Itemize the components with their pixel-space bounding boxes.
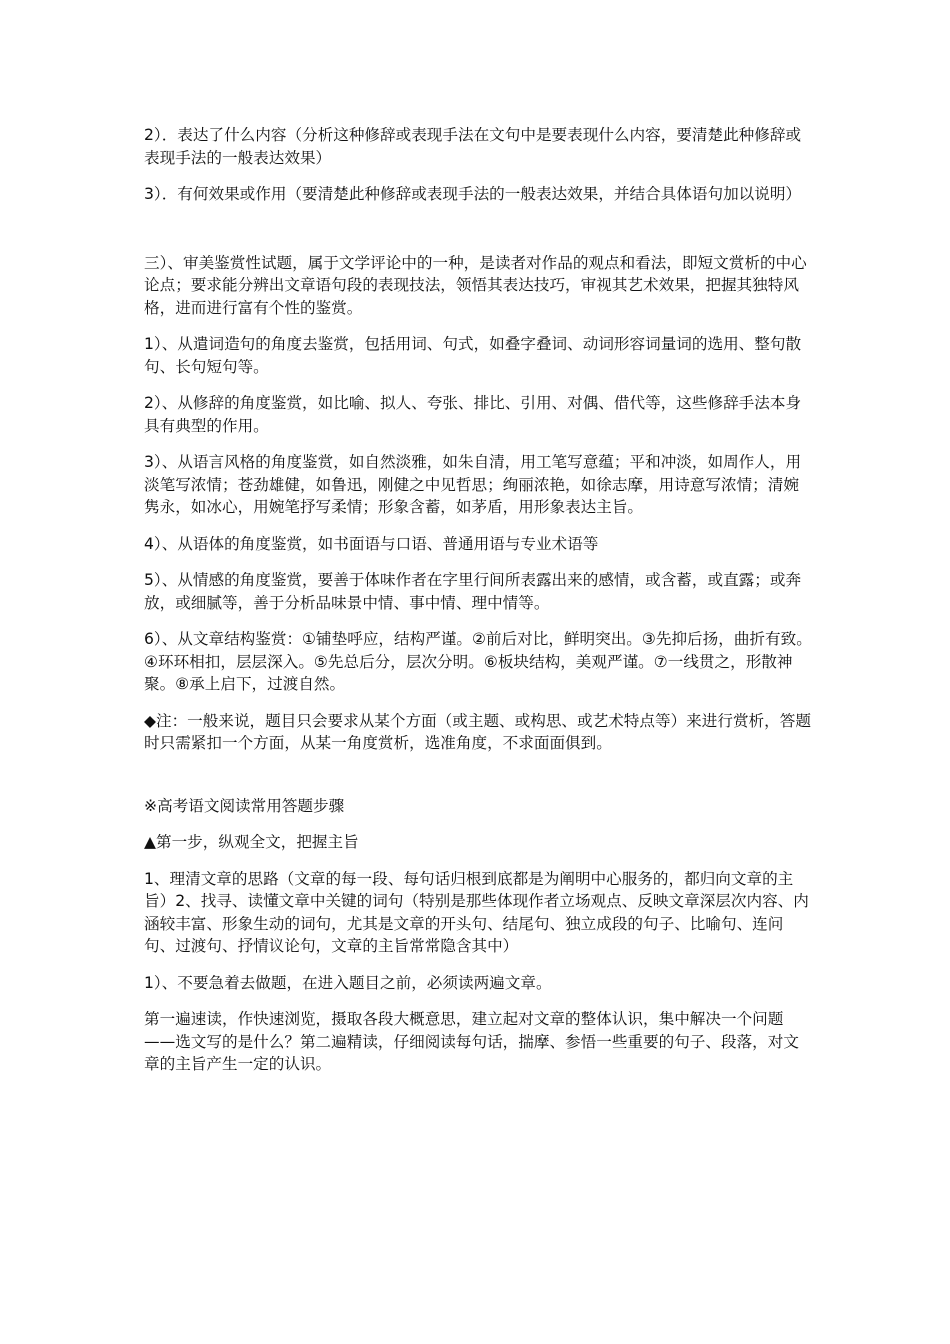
section-heading-answer-steps: ※高考语文阅读常用答题步骤 (144, 796, 345, 815)
step-one-heading: ▲第一步，纵观全文，把握主旨 (144, 833, 359, 851)
paragraph-note: ◆注：一般来说，题目只会要求从某个方面（或主题、或构思、或艺术特点等）来进行赏析，答题时只需紧扣一个方面，从某一角度赏析，选准角度，不求面面俱到。 (144, 711, 811, 752)
paragraph-aesthetic-appreciation: 三）、审美鉴赏性试题，属于文学评论中的一种，是读者对作品的观点和看法，即短文赏析的中心论点；要求能分辨出文章语句段的表现技法，领悟其表达技巧，审视其艺术效果，把握其独特风格，进而进行富有个性的鉴赏。 (144, 253, 807, 317)
paragraph-expression-content: 2）．表达了什么内容（分析这种修辞或表现手法在文句中是要表现什么内容，要清楚此种修辞或表现手法的一般表达效果） (144, 126, 802, 167)
paragraph-structure: 6）、从文章结构鉴赏：①铺垫呼应，结构严谨。②前后对比，鲜明突出。③先抑后扬，曲折有致。④环环相扣，层层深入。⑤先总后分，层次分明。⑥板块结构，美观严谨。⑦一线贯之，形散神聚。⑧承上启下，过渡自然。 (144, 630, 812, 693)
document-page (144, 124, 812, 1090)
paragraph-rhetoric: 2）、从修辞的角度鉴赏，如比喻、拟人、夸张、排比、引用、对偶、借代等，这些修辞手法本身具有典型的作用。 (144, 394, 802, 435)
paragraph-clarify-thinking: 1、理清文章的思路（文章的每一段、每句话归根到底都是为阐明中心服务的，都归向文章的主旨）2、找寻、读懂文章中关键的词句（特别是那些体现作者立场观点、反映文章深层次内容、内涵较丰富、形象生动的词句，尤其是文章的开头句、结尾句、独立成段的句子、比喻句、连问句、过渡句、抒情议论句，文章的主旨常常隐含其中） (144, 869, 809, 955)
paragraph-register: 4）、从语体的角度鉴赏，如书面语与口语、普通用语与专业术语等 (144, 534, 599, 553)
paragraph-language-style: 3）、从语言风格的角度鉴赏，如自然淡雅，如朱自清，用工笔写意蕴；平和冲淡，如周作人，用淡笔写浓情；苍劲雄健，如鲁迅，刚健之中见哲思；绚丽浓艳，如徐志摩，用诗意写浓情；清婉隽永，如冰心，用婉笔抒写柔情；形象含蓄，如茅盾，用形象表达主旨。 (144, 453, 802, 516)
paragraph-emotion: 5）、从情感的角度鉴赏，要善于体味作者在字里行间所表露出来的感情，或含蓄，或直露；或奔放，或细腻等，善于分析品味景中情、事中情、理中情等。 (144, 571, 802, 612)
paragraph-first-reading: 第一遍速读，作快速浏览，摄取各段大概意思，建立起对文章的整体认识，集中解决一个问题——选文写的是什么？第二遍精读，仔细阅读每句话，揣摩、参悟一些重要的句子、段落，对文章的主旨产生一定的认识。 (144, 1010, 799, 1073)
paragraph-read-twice: 1）、不要急着去做题，在进入题目之前，必须读两遍文章。 (144, 973, 552, 992)
paragraph-word-choice: 1）、从遣词造句的角度去鉴赏，包括用词、句式，如叠字叠词、动词形容词量词的选用、整句散句、长句短句等。 (144, 335, 802, 376)
paragraph-effect-function: 3）．有何效果或作用（要清楚此种修辞或表现手法的一般表达效果，并结合具体语句加以说明） (144, 185, 802, 203)
